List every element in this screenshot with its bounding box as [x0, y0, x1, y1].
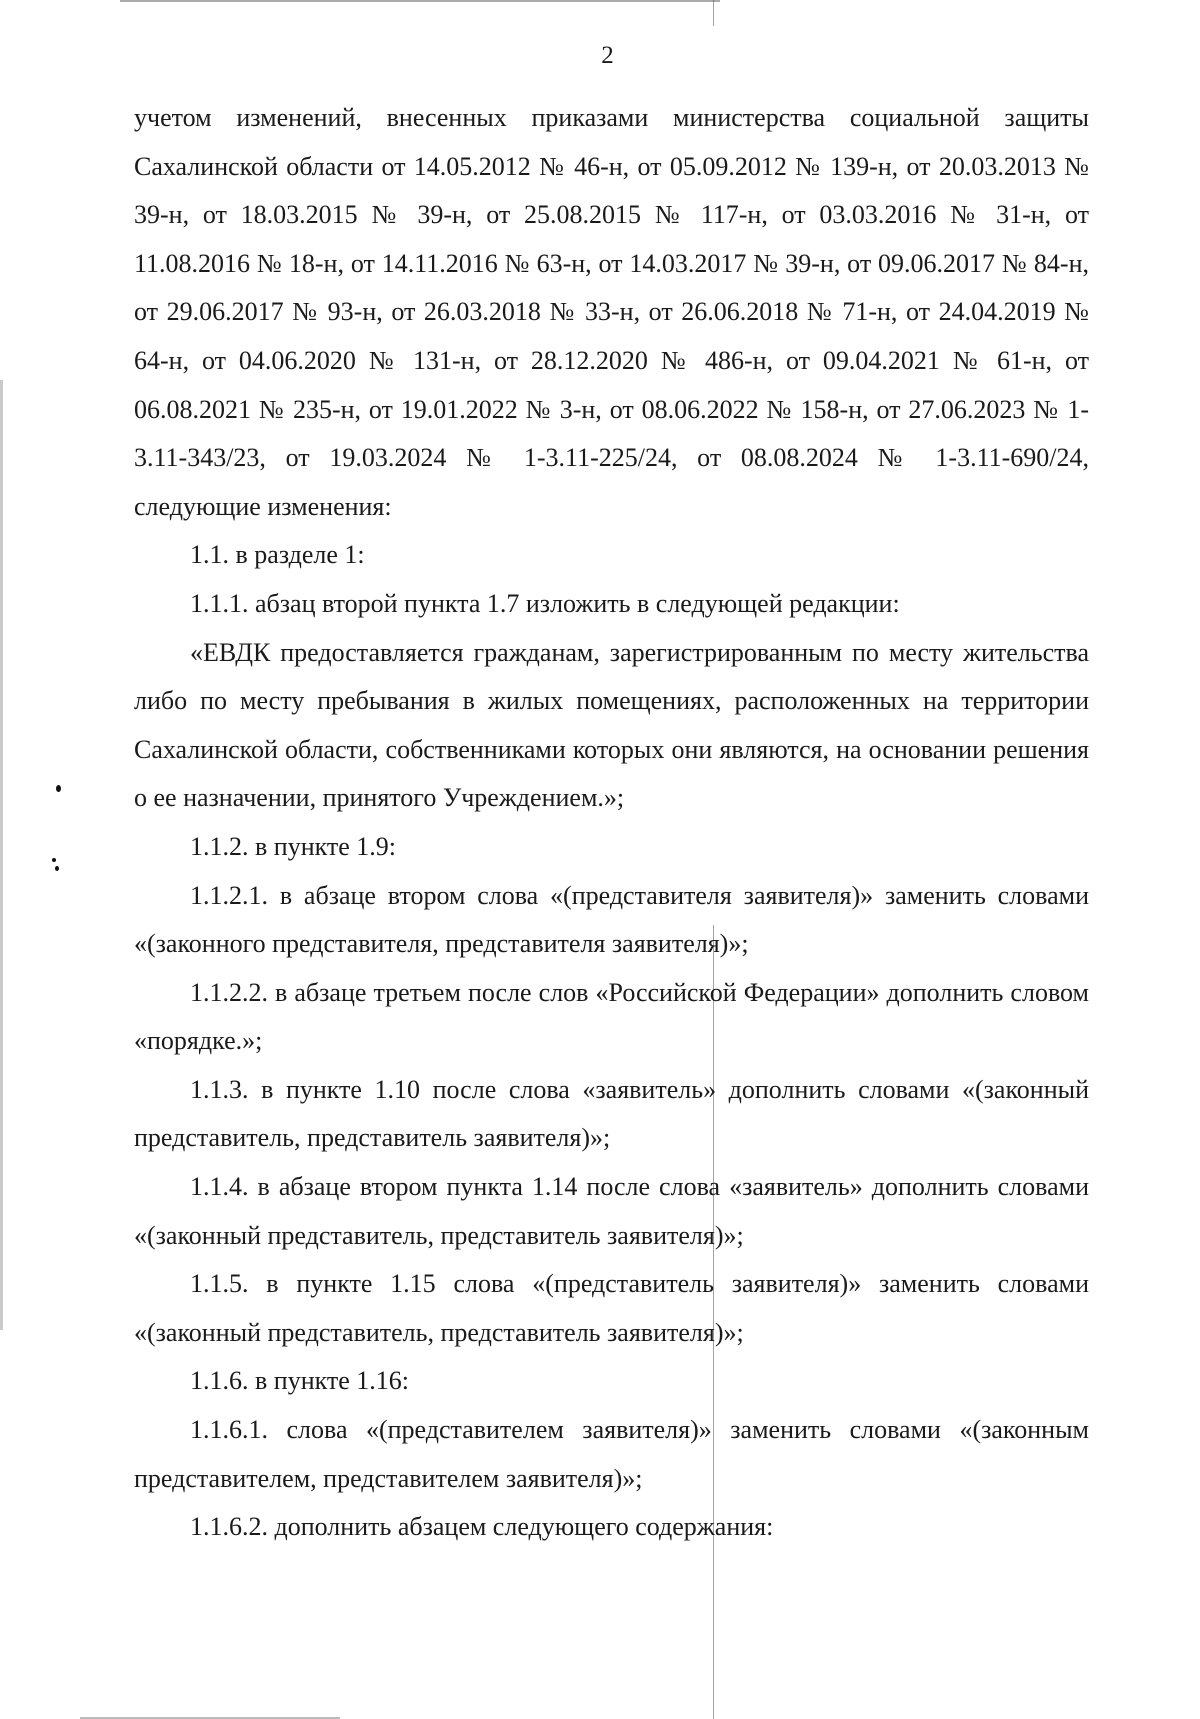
paragraph: 1.1.6. в пункте 1.16:: [190, 1366, 410, 1396]
paragraph: «ЕВДК предоставляется гражданам, зарегистрированным по месту жительства либо по месту пребывания в жилых помещениях, расположенных на территории Сахалинской области, собственниками которых они являются, на основании решения о ее назначении, принятого Учреждением.»;: [134, 637, 1089, 813]
scan-speck: [56, 785, 61, 792]
scan-speck: [52, 858, 56, 862]
scan-edge-left: [0, 380, 3, 1330]
paragraph: 1.1.4. в абзаце втором пункта 1.14 после слова «заявитель» дополнить словами «(законный представитель, представитель заявителя)»;: [134, 1172, 1089, 1250]
paragraph: 1.1.2.1. в абзаце втором слова «(представителя заявителя)» заменить словами «(законного представителя, представителя заявителя)»;: [134, 880, 1089, 959]
paragraph: 1.1.1. абзац второй пункта 1.7 изложить в следующей редакции:: [190, 588, 900, 618]
paragraph: 1.1.6.2. дополнить абзацем следующего содержания:: [190, 1512, 774, 1542]
paragraph: 1.1.3. в пункте 1.10 после слова «заявитель» дополнить словами «(законный представитель, представитель заявителя)»;: [134, 1074, 1089, 1153]
paragraph: 1.1.2.2. в абзаце третьем после слов «Российской Федерации» дополнить словом «порядке.»;: [134, 977, 1089, 1056]
paragraph: 1.1.5. в пункте 1.15 слова «(представитель заявителя)» заменить словами «(законный представитель, представитель заявителя)»;: [134, 1269, 1089, 1347]
paragraph: 1.1. в разделе 1:: [190, 540, 365, 570]
paragraph: учетом изменений, внесенных приказами министерства социальной защиты Сахалинской области от 14.05.2012 № 46-н, от 05.09.2012 № 139-н, от 20.03.2013 № 39-н, от 18.03.2015 № 39-н, от 25.08.2015 № 117-н, от 03.03.2016 № 31-н, от 11.08.2016 № 18-н, от 14.11.2016 № 63-н, от 14.03.2017 № 39-н, от 09.06.2017 № 84-н, от 29.06.2017 № 93-н, от 26.03.2018 № 33-н, от 26.06.2018 № 71-н, от 24.04.2019 № 64-н, от 04.06.2020 № 131-н, от 28.12.2020 № 486-н, от 09.04.2021 № 61-н, от 06.08.2021 № 235-н, от 19.01.2022 № 3-н, от 08.06.2022 № 158-н, от 27.06.2023 № 1-3.11-343/23, от 19.03.2024 № 1-3.11-225/24, от 08.08.2024 № 1-3.11-690/24, следующие изменения:: [134, 103, 1089, 521]
fold-mark-top: [713, 0, 714, 26]
paragraph: 1.1.2. в пункте 1.9:: [190, 831, 397, 861]
scan-speck: [55, 866, 59, 871]
document-body: [134, 94, 1089, 1552]
paragraph: 1.1.6.1. слова «(представителем заявителя)» заменить словами «(законным представителем, представителем заявителя)»;: [134, 1415, 1089, 1493]
page-number: 2: [601, 42, 614, 69]
scan-edge-top: [120, 0, 720, 2]
